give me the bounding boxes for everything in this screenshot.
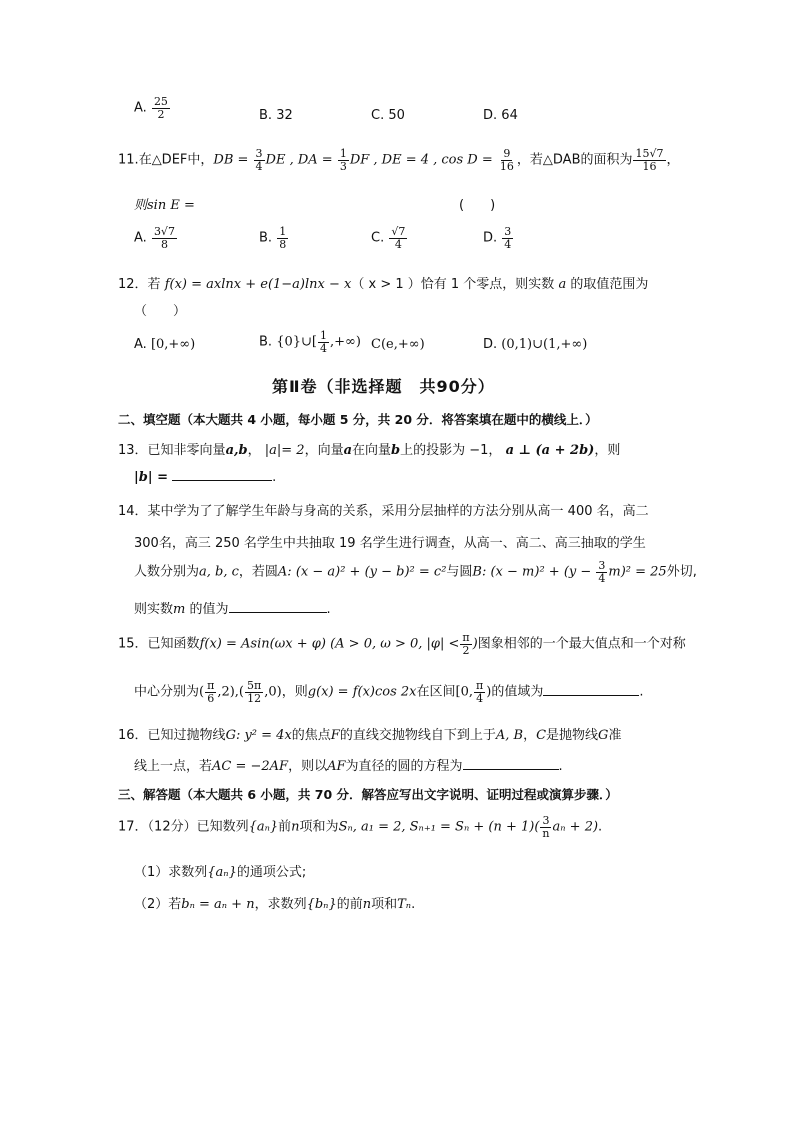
answer-blank[interactable] [463,757,559,770]
q12-stem: 12．若 f(x) = axlnx + e(1−a)lnx − x（ x > 1 ）恰有 1 个零点，则实数 a 的取值范围为 [118,277,649,292]
option-label: A. [134,100,147,116]
q10-option-a [134,96,171,120]
q14-line1: 14．某中学为了了解学生年龄与身高的关系，采用分层抽样的方法分别从高一 400 名，高二 [118,504,649,519]
q15-line1: 15．已知函数f(x) = Asin(ωx + φ) (A > 0, ω > 0, |φ| < $\frac{\pi}{2}$ )图象相邻的一个最大值点和一个对称 [118,631,686,657]
q12-option-d: D. (0,1)∪(1,+∞) [483,337,588,352]
section-title: 第Ⅱ卷（非选择题 共90分） [272,377,495,396]
q12-option-a: A. [0,+∞) [134,337,196,352]
q14-line2: 300名，高三 250 名学生中共抽取 19 名学生进行调查，从高一、高二、高三抽取的学生 [134,536,646,551]
answer-blank[interactable] [229,600,327,613]
q11-line2: 则sin E = [134,198,195,213]
q11-option-c: C. $\frac{√7}{4}$ [371,225,406,251]
q14-line4: 则实数m 的值为 . [134,602,331,617]
q12-option-b: B. {0}∪[ $\frac{1}{4}$ ,+∞) [259,329,361,355]
q17-stem: 17．（12分）已知数列{aₙ}前n项和为Sₙ, a₁ = 2, Sₙ₊₁ = Sₙ + (n + 1)( $\frac{3}{n}$ aₙ + 2). [118,814,603,840]
q13-line1: 13．已知非零向量a,b， |a|= 2，向量a在向量b上的投影为 −1， a ⊥ (a + 2b)，则 [118,443,621,458]
q17-sub2: （2）若bₙ = aₙ + n，求数列{bₙ}的前n项和Tₙ. [134,897,416,912]
q16-line1: 16．已知过抛物线G: y² = 4x的焦点F的直线交抛物线自下到上于A, B，C是抛物线G准 [118,728,622,743]
q13-line2: |b| = . [134,470,277,485]
answer-blank[interactable] [543,683,639,696]
q11-paren: ( ) [459,198,496,213]
q11-option-d: D. $\frac{3}{4}$ [483,225,512,251]
q16-line2: 线上一点，若AC = −2AF，则以AF为直径的圆的方程为 . [134,759,563,774]
part2-heading: 二、填空题（本大题共 4 小题，每小题 5 分，共 20 分．将答案填在题中的横线上．） [118,412,598,427]
q17-sub1: （1）求数列{aₙ}的通项公式; [134,865,307,880]
q10-option-c: C. 50 [371,108,405,123]
fraction: $\frac{25}{2}$ [153,95,168,121]
q14-line3: 人数分别为a, b, c，若圆A: (x − a)² + (y − b)² = c²与圆B: (x − m)² + (y − $\frac{3}{4}$ m)² = 25外切, [134,559,697,585]
q11-option-a: A. $\frac{3√7}{8}$ [134,225,175,251]
q10-option-d: D. 64 [483,108,518,123]
q11-option-b: B. $\frac{1}{8}$ [259,225,287,251]
q12-paren: （ ） [134,304,187,319]
answer-blank[interactable] [172,468,272,481]
q11-stem: 11.在△DEF中，DB = $\frac{3}{4}$ DE , DA = $\frac{1}{3}$ DF , DE = 4 , cos D = $\frac{9}{16}$ ，若△DAB的面积为 $\frac{15√7}{16}$ ， [118,147,680,173]
q15-line2: 中心分别为( $\frac{\pi}{6}$ ,2),( $\frac{5\pi}{12}$ ,0)，则g(x) = f(x)cos 2x在区间[0, $\frac{\pi}{4}$ )的值域为 . [134,679,644,705]
q12-option-c: C(e,+∞) [371,337,425,352]
part3-heading: 三、解答题（本大题共 6 小题，共 70 分．解答应写出文字说明、证明过程或演算步骤．） [118,787,618,802]
q10-option-b: B. 32 [259,108,293,123]
